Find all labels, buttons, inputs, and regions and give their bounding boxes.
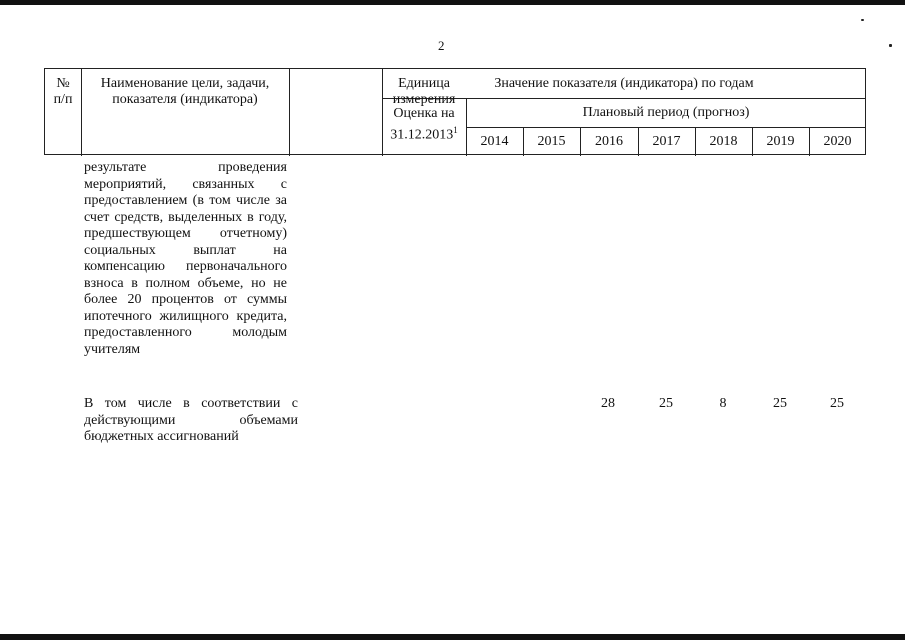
header-estimate: Оценка на 31.12.2013$^1$ [390, 106, 458, 143]
header-num: № п/п [53, 76, 73, 107]
bottom-border-rule [0, 634, 905, 640]
value-2018: 8 [719, 396, 727, 411]
header-name: Наименование цели, задачи, показателя (индикатора) [100, 76, 270, 107]
header-plan-group: Плановый период (прогноз) [582, 105, 750, 120]
header-year-2019: 2019 [766, 134, 795, 149]
header-unit: Единица измерения [392, 76, 456, 107]
header-year-2020: 2020 [823, 134, 852, 149]
scan-speck [861, 19, 864, 21]
top-border-rule [0, 0, 905, 5]
indicator-name-continuation: результате проведения мероприятий, связанных с предоставлением (в том числе за счет средств, выделенных в году, предшествующем отчетному) социальных выплат на компенсацию первоначального взноса в полном объеме, но не более 20 процентов от суммы ипотечного жилищного кредита, предоставленного молодым учителям [84, 160, 287, 357]
scan-speck [889, 44, 892, 47]
value-2019: 25 [773, 396, 787, 411]
indicator-name-budget: В том числе в соответствии с действующими объемами бюджетных ассигнований [84, 396, 298, 444]
header-year-2014: 2014 [480, 134, 509, 149]
value-2016: 28 [601, 396, 615, 411]
header-values-group: Значение показателя (индикатора) по годам [494, 76, 754, 91]
value-2017: 25 [659, 396, 673, 411]
header-year-2016: 2016 [595, 134, 623, 149]
value-2020: 25 [830, 396, 844, 411]
header-year-2018: 2018 [709, 134, 738, 149]
header-year-2015: 2015 [537, 134, 566, 149]
header-year-2017: 2017 [652, 134, 681, 149]
page-number: 2 [438, 38, 445, 53]
table-header [44, 68, 866, 155]
